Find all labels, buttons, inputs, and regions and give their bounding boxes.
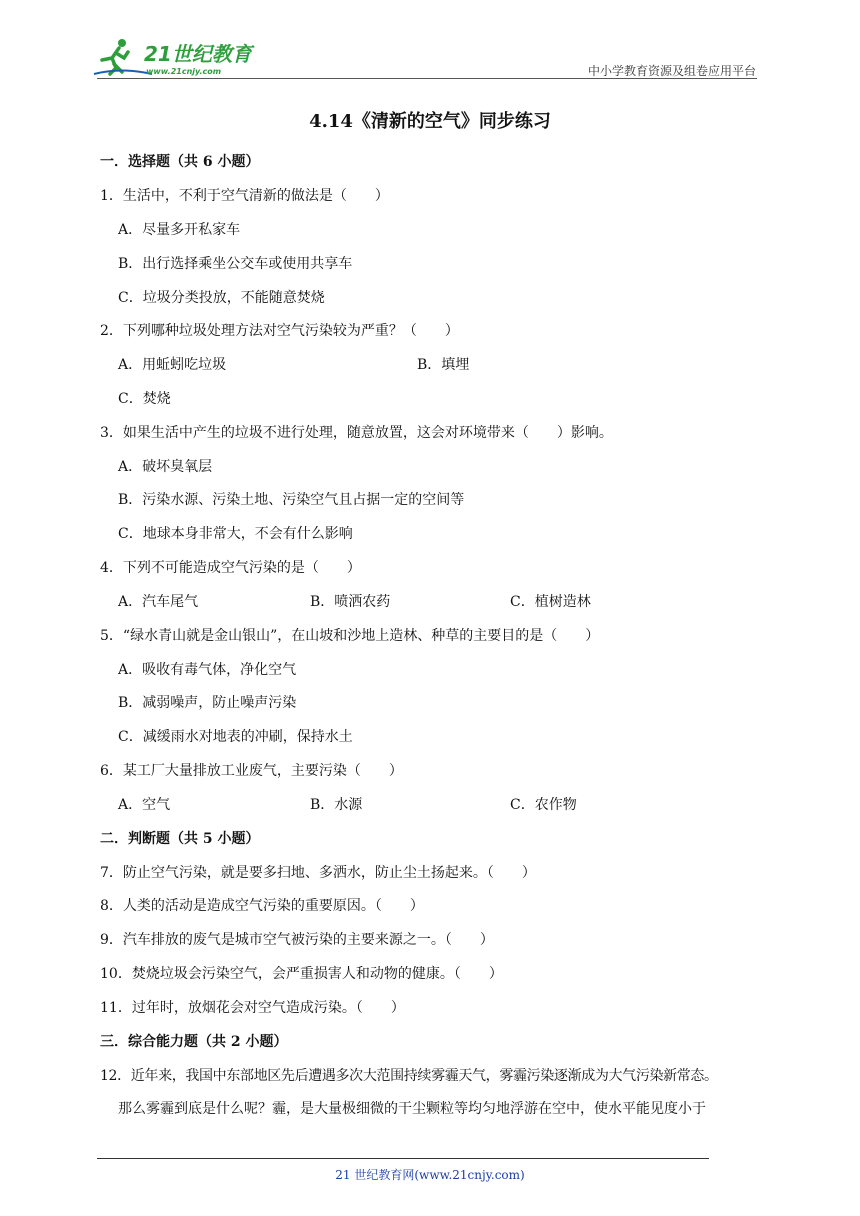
q1-option-a: A．尽量多开私家车 <box>118 222 241 238</box>
section-heading-judgment: 二．判断题（共 5 小题） <box>100 831 260 847</box>
platform-name: 中小学教育资源及组卷应用平台 <box>587 64 756 78</box>
q6-option-c: C．农作物 <box>510 797 577 813</box>
question-9: 9．汽车排放的废气是城市空气被污染的主要来源之一。（ ） <box>100 932 494 948</box>
question-8: 8．人类的活动是造成空气污染的重要原因。（ ） <box>100 898 424 914</box>
question-12-line-2: 那么雾霾到底是什么呢？霾，是大量极细微的干尘颗粒等均匀地浮游在空中，使水平能见度小于 <box>118 1101 706 1117</box>
question-10: 10．焚烧垃圾会污染空气，会严重损害人和动物的健康。（ ） <box>100 966 503 982</box>
q2-option-a: A．用蚯蚓吃垃圾 <box>118 357 227 373</box>
section-heading-comprehensive: 三．综合能力题（共 2 小题） <box>100 1034 288 1050</box>
q3-option-a: A．破坏臭氧层 <box>118 459 213 475</box>
question-4: 4．下列不可能造成空气污染的是（ ） <box>100 560 361 576</box>
q3-option-b: B．污染水源、污染土地、污染空气且占据一定的空间等 <box>118 492 465 508</box>
q3-option-c: C．地球本身非常大，不会有什么影响 <box>118 526 353 542</box>
q6-option-a: A．空气 <box>118 797 171 813</box>
footer-divider <box>97 1158 709 1159</box>
question-7: 7．防止空气污染，就是要多扫地、多洒水，防止尘土扬起来。（ ） <box>100 865 536 881</box>
question-11: 11．过年时，放烟花会对空气造成污染。（ ） <box>100 1000 405 1016</box>
question-3: 3．如果生活中产生的垃圾不进行处理，随意放置，这会对环境带来（ ）影响。 <box>100 425 613 441</box>
q5-option-a: A．吸收有毒气体，净化空气 <box>118 662 297 678</box>
q5-option-c: C．减缓雨水对地表的冲刷，保持水土 <box>118 729 353 745</box>
q5-option-b: B．减弱噪声，防止噪声污染 <box>118 695 297 711</box>
page-title: 4.14《清新的空气》同步练习 <box>309 111 551 132</box>
question-5: 5．“绿水青山就是金山银山”，在山坡和沙地上造林、种草的主要目的是（ ） <box>100 628 600 644</box>
site-logo <box>92 34 262 80</box>
q1-option-c: C．垃圾分类投放，不能随意焚烧 <box>118 290 325 306</box>
section-heading-choice: 一．选择题（共 6 小题） <box>100 154 260 170</box>
question-2: 2．下列哪种垃圾处理方法对空气污染较为严重？（ ） <box>100 323 459 339</box>
q4-option-c: C．植树造林 <box>510 594 591 610</box>
q4-option-b: B．喷洒农药 <box>310 594 391 610</box>
question-6: 6．某工厂大量排放工业废气，主要污染（ ） <box>100 763 403 779</box>
footer-text[interactable]: 21 世纪教育网(www.21cnjy.com) <box>335 1168 525 1182</box>
q2-option-c: C．焚烧 <box>118 391 171 407</box>
logo-url: www.21cnjy.com <box>146 67 222 76</box>
q1-option-b: B．出行选择乘坐公交车或使用共享车 <box>118 256 353 272</box>
question-12-line-1: 12．近年来，我国中东部地区先后遭遇多次大范围持续雾霾天气，雾霾污染逐渐成为大气污染新常态。 <box>100 1068 718 1084</box>
header-divider <box>97 78 757 79</box>
question-1: 1．生活中，不利于空气清新的做法是（ ） <box>100 188 389 204</box>
q6-option-b: B．水源 <box>310 797 363 813</box>
q2-option-b: B．填埋 <box>417 357 470 373</box>
logo-text: 21世纪教育 <box>144 42 252 66</box>
q4-option-a: A．汽车尾气 <box>118 594 199 610</box>
